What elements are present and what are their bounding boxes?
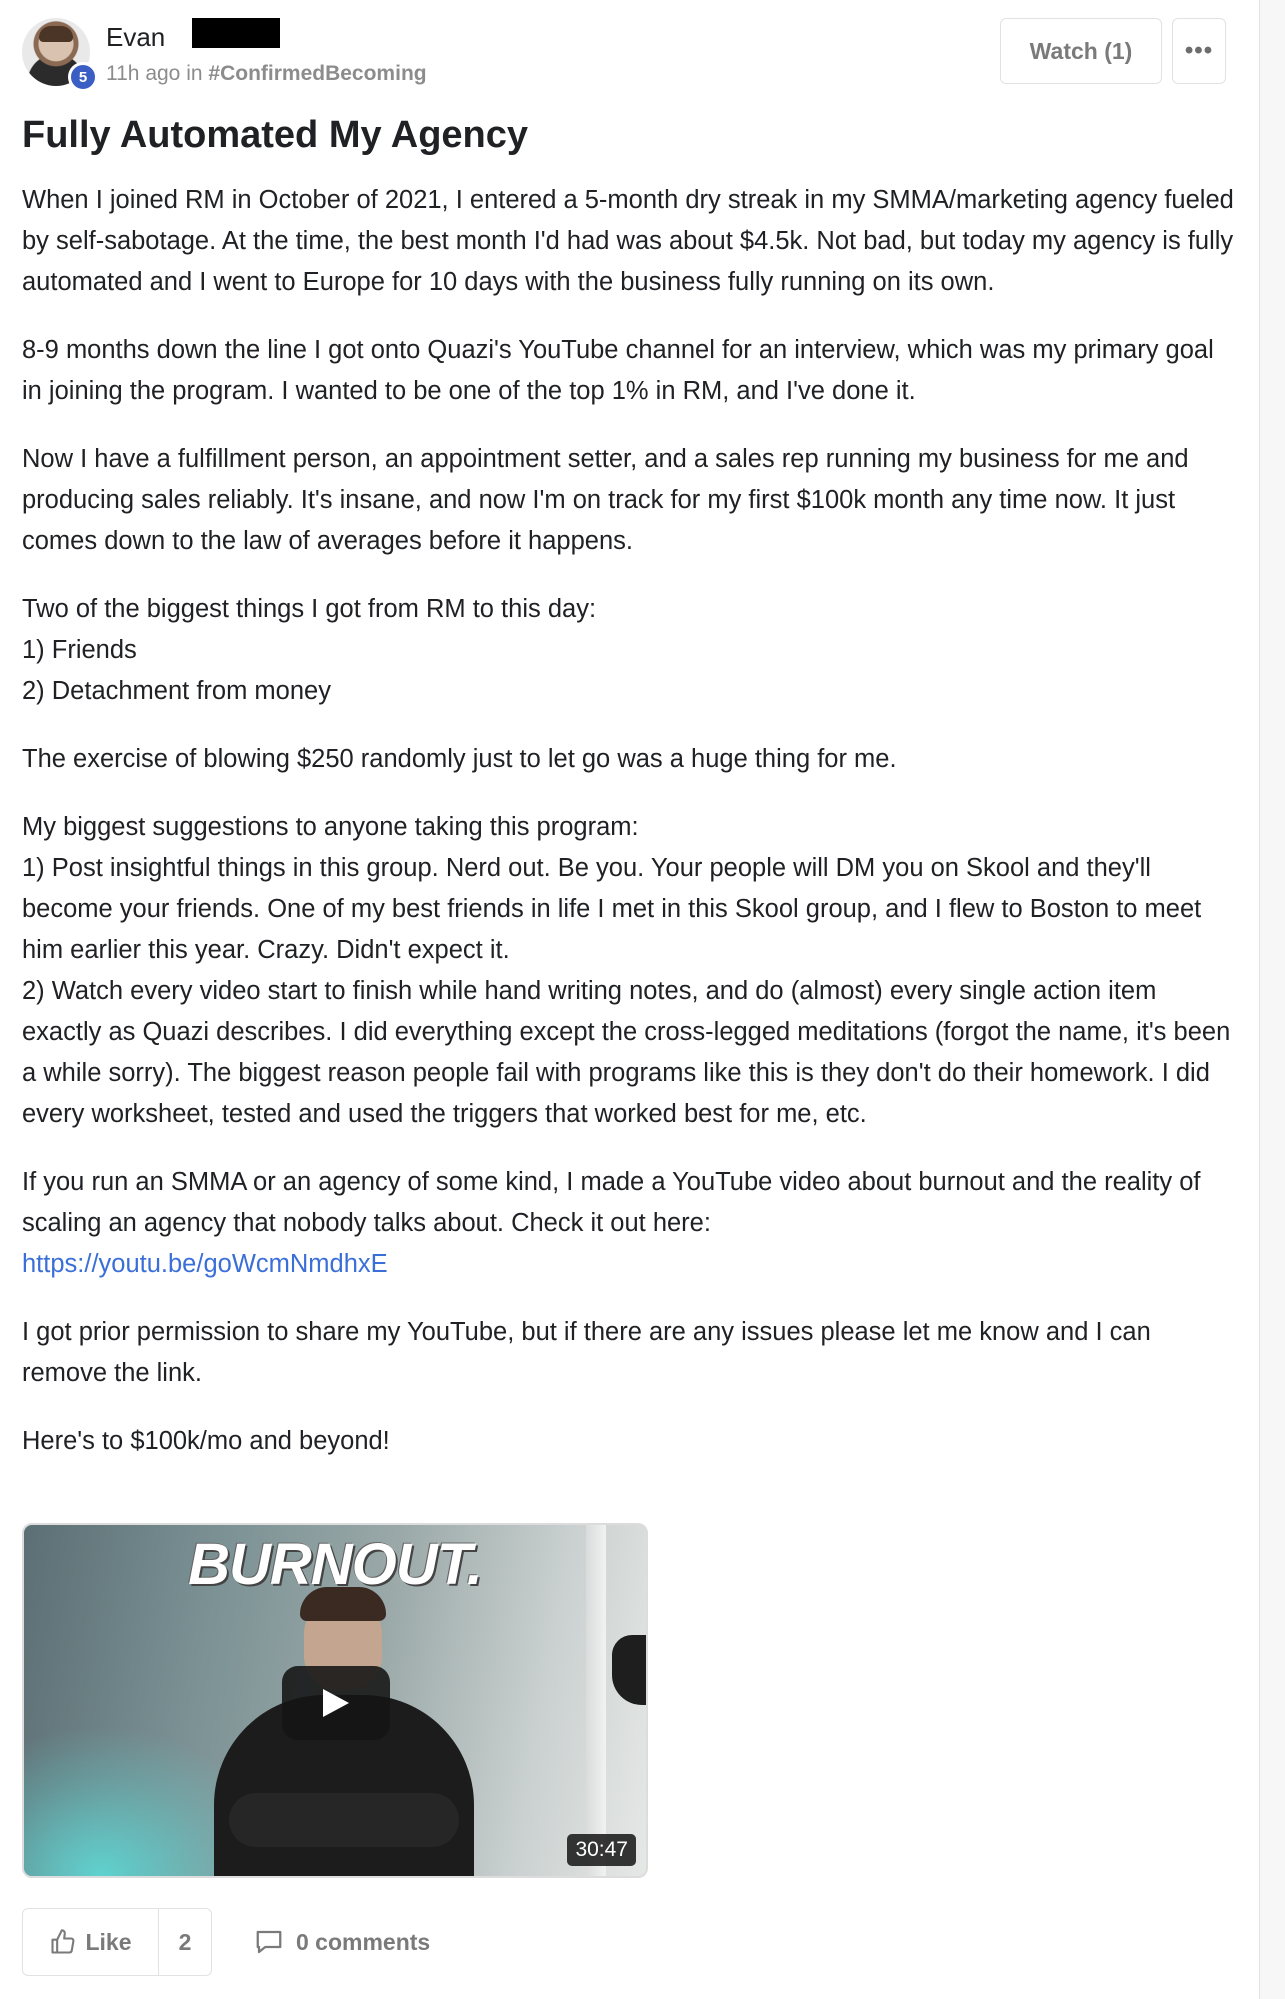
play-button[interactable] [282,1666,390,1740]
thumbs-up-icon [49,1928,77,1956]
level-badge: 5 [68,62,98,92]
watch-button[interactable]: Watch (1) [1000,18,1162,84]
post-paragraph-with-link [22,1162,1237,1285]
post-paragraph: Here's to $100k/mo and beyond! [22,1427,390,1455]
more-options-button[interactable] [1172,18,1226,84]
video-person-arms [229,1793,459,1847]
post-paragraph: Now I have a fulfillment person, an appointment setter, and a sales rep running my business for me and producing sales reliably. It's insane, and now I'm on track for my first $100k month any time now. It just comes down to the law of averages before it happens. [22,445,1189,555]
play-icon [321,1687,351,1719]
post-meta [106,62,427,86]
post-body [22,180,1237,1489]
comment-icon [254,1928,284,1956]
post-time: 11h ago [106,62,181,85]
comments-label: 0 comments [296,1928,431,1955]
post-paragraph: Two of the biggest things I got from RM to this day: 1) Friends 2) Detachment from money [22,595,597,705]
video-thumbnail[interactable] [22,1523,648,1878]
comments-button[interactable] [254,1908,430,1976]
video-microphone [612,1635,646,1705]
post-paragraph: If you run an SMMA or an agency of some kind, I made a YouTube video about burnout and the reality of scaling an agency that nobody talks about. Check it out here: [22,1168,1201,1237]
youtube-link[interactable]: https://youtu.be/goWcmNmdhxE [22,1250,388,1278]
post-paragraph: My biggest suggestions to anyone taking this program: 1) Post insightful things in this group. Nerd out. Be you. Your people will DM you on Skool and they'll become your friends. One of my best friends in life I met in this Skool group, and I flew to Boston to meet him earlier this year. Crazy. Didn't expect it. 2) Watch every video start to finish while hand writing notes, and do (almost) every single action item exactly as Quazi describes. I did everything except the cross-legged meditations (forgot the name, it's been a while sorry). The biggest reason people fail with programs like this is they don't do their homework. I did every worksheet, tested and used the triggers that worked best for me, etc. [22,813,1231,1128]
post-paragraph: The exercise of blowing $250 randomly just to let go was a huge thing for me. [22,745,897,773]
post-header [22,18,1232,93]
redacted-surname [192,18,280,48]
author-name[interactable]: Evan [106,22,166,52]
more-dots-icon: ••• [1184,37,1214,64]
like-label: Like [85,1928,132,1955]
like-button[interactable] [23,1909,159,1975]
post-footer [22,1908,622,1976]
like-group [22,1908,212,1976]
video-thumbnail-title: BURNOUT. [188,1532,482,1597]
post-paragraph: When I joined RM in October of 2021, I entered a 5-month dry streak in my SMMA/marketing agency fueled by self-sabotage. At the time, the best month I'd had was about $4.5k. Not bad, but today my agency is fully automated and I went to Europe for 10 days with the business fully running on its own. [22,186,1234,296]
post-paragraph: 8-9 months down the line I got onto Quazi's YouTube channel for an interview, which was my primary goal in joining the program. I wanted to be one of the top 1% in RM, and I've done it. [22,336,1214,405]
video-duration: 30:47 [567,1834,636,1866]
post-title: Fully Automated My Agency [22,114,529,156]
post-in-label: in [186,62,203,85]
post-paragraph: I got prior permission to share my YouTube, but if there are any issues please let me know and I can remove the link. [22,1318,1151,1387]
post-category[interactable]: #ConfirmedBecoming [208,62,427,85]
avatar-hair [39,26,73,42]
like-count[interactable]: 2 [178,1928,192,1955]
